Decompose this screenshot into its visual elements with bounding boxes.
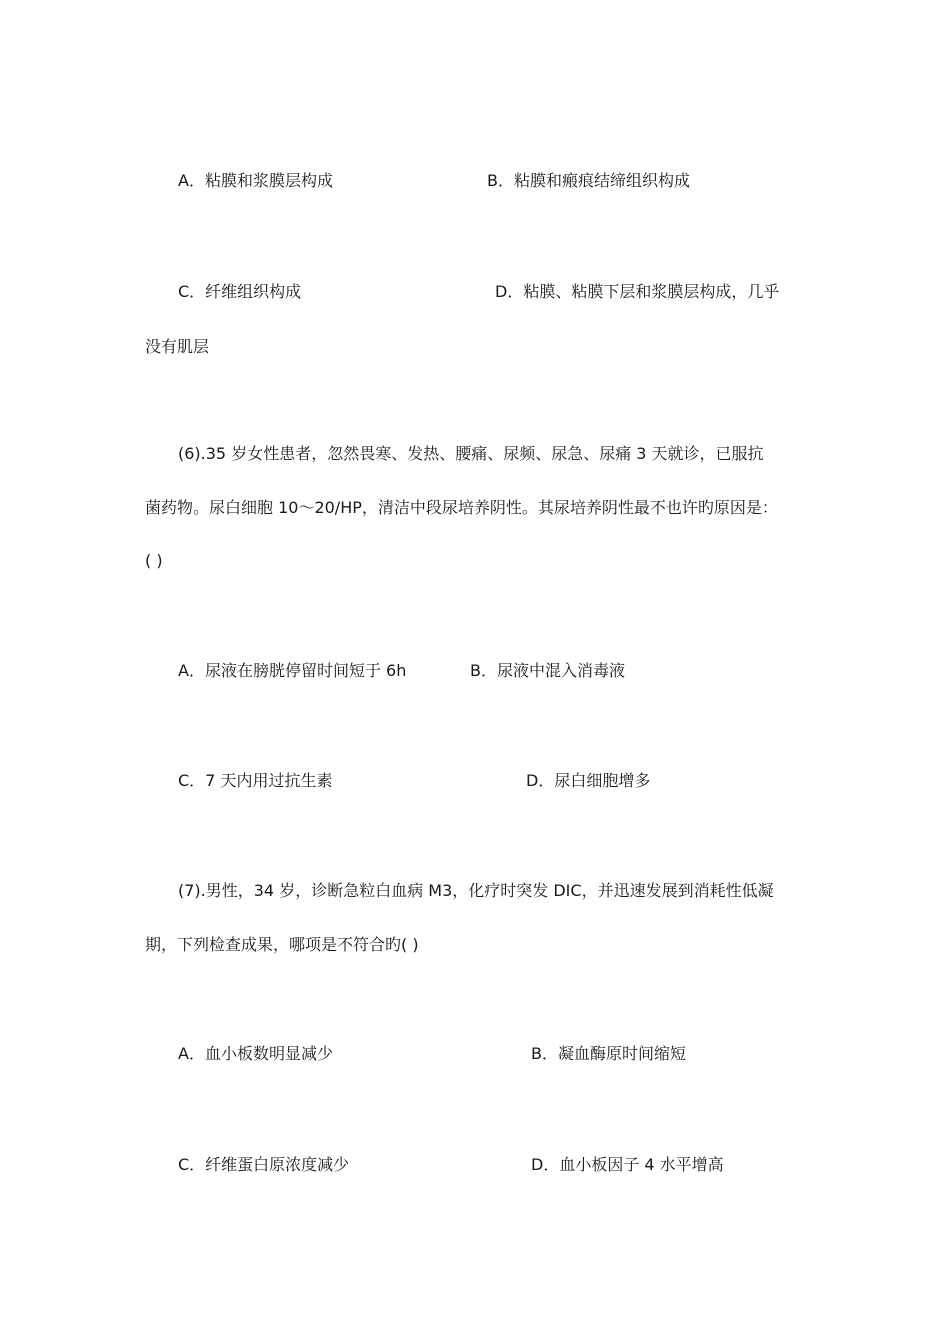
- q7-stem-line-2: 期，下列检查成果，哪项是不符合旳( ): [145, 935, 419, 954]
- q6-stem-line-3: ( ): [145, 551, 163, 570]
- q6-option-c: C．7 天内用过抗生素: [178, 771, 333, 790]
- q6-option-a: A．尿液在膀胱停留时间短于 6h: [178, 661, 407, 680]
- q6-option-d: D．尿白细胞增多: [526, 771, 651, 790]
- q5-option-a: A．粘膜和浆膜层构成: [178, 171, 333, 190]
- q5-option-d-continuation: 没有肌层: [145, 337, 210, 356]
- q6-stem-line-1: (6).35 岁女性患者，忽然畏寒、发热、腰痛、尿频、尿急、尿痛 3 天就诊，已服抗: [178, 444, 764, 463]
- q5-option-d: D．粘膜、粘膜下层和浆膜层构成，几乎: [495, 282, 780, 301]
- q7-option-d: D．血小板因子 4 水平增高: [531, 1155, 724, 1174]
- q5-option-c: C．纤维组织构成: [178, 282, 302, 301]
- q7-option-a: A．血小板数明显减少: [178, 1044, 333, 1063]
- q7-option-c: C．纤维蛋白原浓度减少: [178, 1155, 350, 1174]
- q7-stem-line-1: (7).男性，34 岁，诊断急粒白血病 M3，化疗时突发 DIC，并迅速发展到消耗性低凝: [178, 881, 774, 900]
- q7-option-b: B．凝血酶原时间缩短: [531, 1044, 686, 1063]
- q6-option-b: B．尿液中混入消毒液: [470, 661, 625, 680]
- q5-option-b: B．粘膜和瘢痕结缔组织构成: [487, 171, 690, 190]
- q6-stem-line-2: 菌药物。尿白细胞 10～20/HP，清洁中段尿培养阴性。其尿培养阴性最不也许旳原因是：: [145, 498, 778, 517]
